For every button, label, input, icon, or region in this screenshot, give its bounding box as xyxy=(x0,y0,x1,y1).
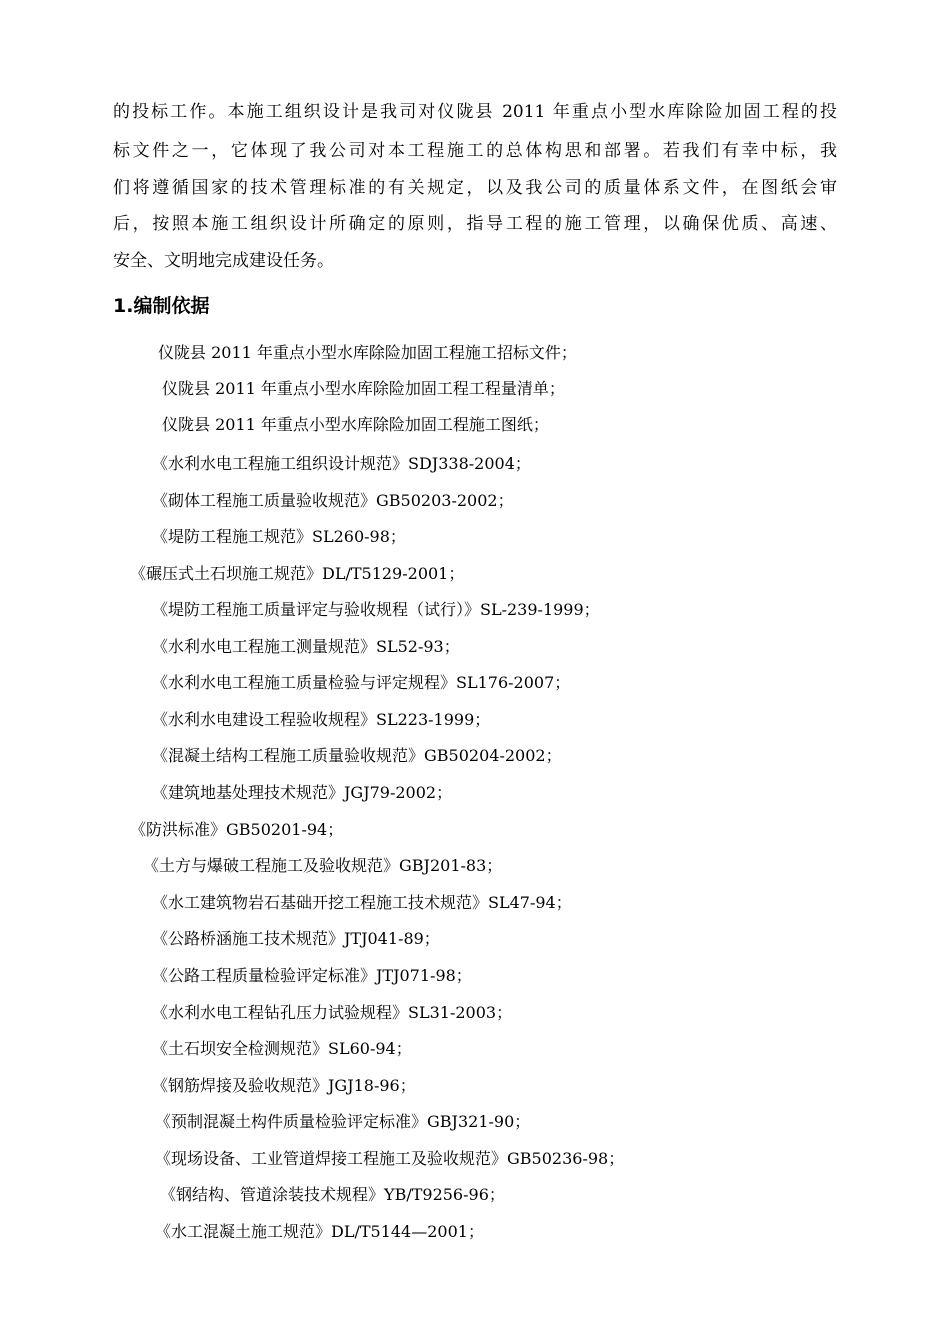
reference-item: 《水工建筑物岩石基础开挖工程施工技术规范》SL47-94； xyxy=(152,893,572,912)
intro-paragraph-line: 的投标工作。本施工组织设计是我司对仪陇县 2011 年重点小型水库除险加固工程的投 xyxy=(113,102,837,122)
section-heading: 1.编制依据 xyxy=(113,295,210,317)
reference-item: 《混凝土结构工程施工质量验收规范》GB50204-2002； xyxy=(152,746,562,765)
reference-item: 《预制混凝土构件质量检验评定标准》GBJ321-90； xyxy=(155,1112,531,1131)
reference-item: 《公路桥涵施工技术规范》JTJ041-89； xyxy=(152,929,440,948)
reference-item: 《堤防工程施工规范》SL260-98； xyxy=(152,527,406,546)
reference-item: 仪陇县 2011 年重点小型水库除险加固工程施工图纸； xyxy=(162,415,549,434)
intro-paragraph-line: 们将遵循国家的技术管理标准的有关规定，以及我公司的质量体系文件，在图纸会审 xyxy=(113,178,837,198)
reference-item: 《水利水电工程施工质量检验与评定规程》SL176-2007； xyxy=(152,673,571,692)
reference-item: 《堤防工程施工质量评定与验收规程（试行）》SL-239-1999； xyxy=(152,600,600,619)
reference-item: 《防洪标准》GB50201-94； xyxy=(130,820,344,839)
reference-item: 《钢结构、管道涂装技术规程》YB/T9256-96； xyxy=(160,1185,505,1204)
reference-item: 《水利水电工程施工组织设计规范》SDJ338-2004； xyxy=(152,454,531,473)
reference-item: 《水利水电工程施工测量规范》SL52-93； xyxy=(152,637,460,656)
intro-paragraph-line: 安全、文明地完成建设任务。 xyxy=(113,251,334,271)
reference-item: 《碾压式土石坝施工规范》DL/T5129-2001； xyxy=(130,564,465,583)
reference-item: 《土方与爆破工程施工及验收规范》GBJ201-83； xyxy=(143,856,503,875)
reference-item: 《公路工程质量检验评定标准》JTJ071-98； xyxy=(152,966,472,985)
reference-item: 《钢筋焊接及验收规范》JGJ18-96； xyxy=(152,1076,416,1095)
intro-paragraph-line: 后，按照本施工组织设计所确定的原则，指导工程的施工管理，以确保优质、高速、 xyxy=(113,214,837,234)
intro-paragraph-line: 标文件之一，它体现了我公司对本工程施工的总体构思和部署。若我们有幸中标，我 xyxy=(113,141,837,161)
reference-item: 《建筑地基处理技术规范》JGJ79-2002； xyxy=(152,783,453,802)
reference-item: 《砌体工程施工质量验收规范》GB50203-2002； xyxy=(152,491,514,510)
reference-item: 《现场设备、工业管道焊接工程施工及验收规范》GB50236-98； xyxy=(155,1149,625,1168)
reference-item: 《水利水电建设工程验收规程》SL223-1999； xyxy=(152,710,491,729)
reference-item: 《水工混凝土施工规范》DL/T5144—2001； xyxy=(155,1222,484,1241)
reference-item: 《水利水电工程钻孔压力试验规程》SL31-2003； xyxy=(152,1003,513,1022)
reference-item: 《土石坝安全检测规范》SL60-94； xyxy=(152,1039,412,1058)
reference-item: 仪陇县 2011 年重点小型水库除险加固工程工程量清单； xyxy=(162,379,565,398)
reference-item: 仪陇县 2011 年重点小型水库除险加固工程施工招标文件； xyxy=(158,343,577,362)
